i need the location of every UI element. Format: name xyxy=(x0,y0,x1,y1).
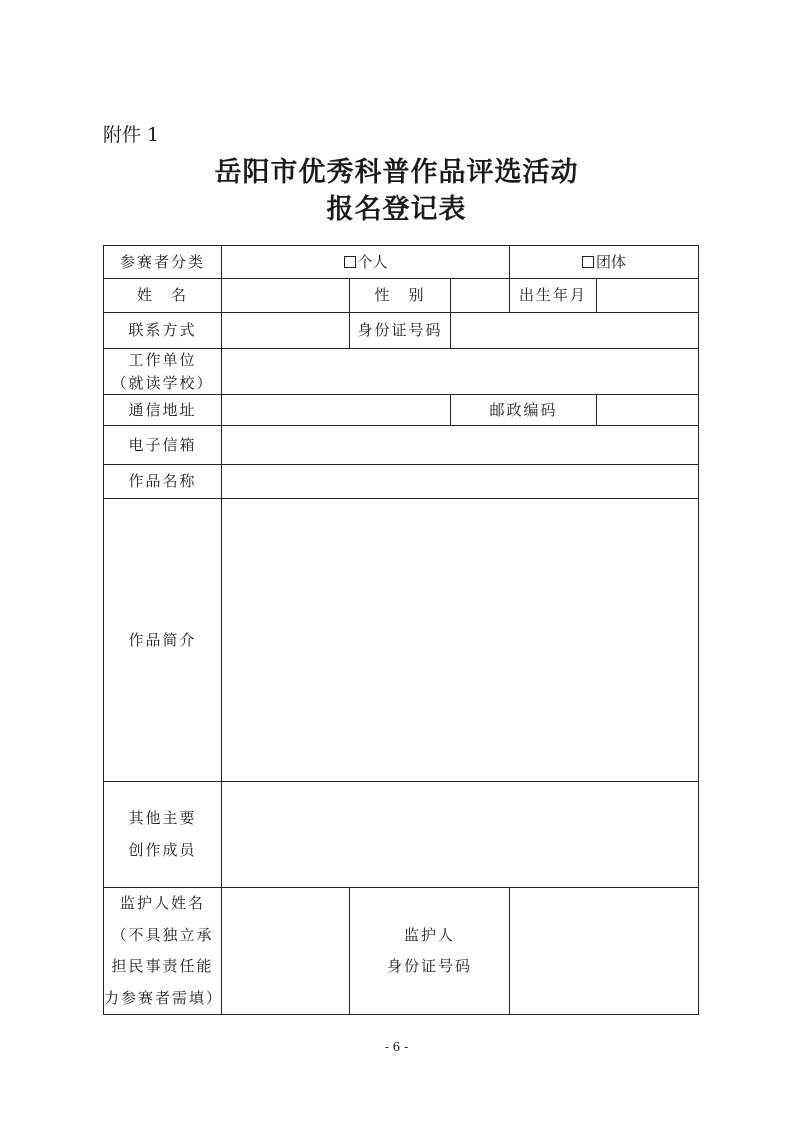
row-guardian xyxy=(104,888,699,1015)
guardian-id-label-line1: 监护人 xyxy=(404,925,456,944)
work-unit-label-line2: （就读学校） xyxy=(111,373,214,392)
row-work-name xyxy=(104,465,699,499)
contact-field[interactable] xyxy=(222,313,350,349)
guardian-label-line2: （不具独立承 xyxy=(111,925,214,944)
intro-label: 作品简介 xyxy=(104,499,222,782)
form-title-line1: 岳阳市优秀科普作品评选活动 xyxy=(214,157,579,188)
id-field[interactable] xyxy=(451,313,699,349)
gender-field[interactable] xyxy=(451,279,510,313)
guardian-id-field[interactable] xyxy=(510,888,699,1015)
attachment-label: 附件 1 xyxy=(103,124,160,146)
row-name xyxy=(104,279,699,313)
email-field[interactable] xyxy=(222,426,699,465)
work-name-field[interactable] xyxy=(222,465,699,499)
gender-label: 性 别 xyxy=(350,279,451,313)
row-email xyxy=(104,426,699,465)
option-individual-label: 个人 xyxy=(357,252,388,271)
option-individual-cell[interactable] xyxy=(222,246,510,279)
option-group-cell[interactable] xyxy=(510,246,699,279)
postcode-label: 邮政编码 xyxy=(451,395,597,426)
form-title-line2: 报名登记表 xyxy=(326,194,467,225)
address-field[interactable] xyxy=(222,395,451,426)
row-work-unit xyxy=(104,349,699,395)
name-label: 姓 名 xyxy=(104,279,222,313)
contact-label: 联系方式 xyxy=(104,313,222,349)
checkbox-icon[interactable] xyxy=(582,256,594,268)
guardian-name-field[interactable] xyxy=(222,888,350,1015)
row-contact xyxy=(104,313,699,349)
row-intro xyxy=(104,499,699,782)
members-label xyxy=(104,782,222,888)
row-members xyxy=(104,782,699,888)
name-field[interactable] xyxy=(222,279,350,313)
page-number: - 6 - xyxy=(384,1040,409,1054)
category-label: 参赛者分类 xyxy=(104,246,222,279)
guardian-id-label-line2: 身份证号码 xyxy=(387,957,473,975)
guardian-name-label xyxy=(104,888,222,1015)
checkbox-icon[interactable] xyxy=(344,256,356,268)
members-field[interactable] xyxy=(222,782,699,888)
postcode-field[interactable] xyxy=(597,395,699,426)
work-name-label: 作品名称 xyxy=(104,465,222,499)
row-address xyxy=(104,395,699,426)
intro-field[interactable] xyxy=(222,499,699,782)
work-unit-label xyxy=(104,349,222,395)
members-label-line2: 创作成员 xyxy=(128,840,197,859)
guardian-label-line3: 担民事责任能 xyxy=(111,957,214,975)
guardian-id-label xyxy=(350,888,510,1015)
birth-field[interactable] xyxy=(597,279,699,313)
work-unit-label-line1: 工作单位 xyxy=(128,351,197,369)
address-label: 通信地址 xyxy=(104,395,222,426)
registration-form-table xyxy=(103,245,699,1015)
id-label: 身份证号码 xyxy=(350,313,451,349)
birth-label: 出生年月 xyxy=(510,279,597,313)
option-group-label: 团体 xyxy=(596,252,627,271)
guardian-label-line1: 监护人姓名 xyxy=(119,894,205,912)
members-label-line1: 其他主要 xyxy=(128,809,197,827)
row-category xyxy=(104,246,699,279)
email-label: 电子信箱 xyxy=(104,426,222,465)
work-unit-field[interactable] xyxy=(222,349,699,395)
guardian-label-line4: 力参赛者需填） xyxy=(104,988,224,1007)
